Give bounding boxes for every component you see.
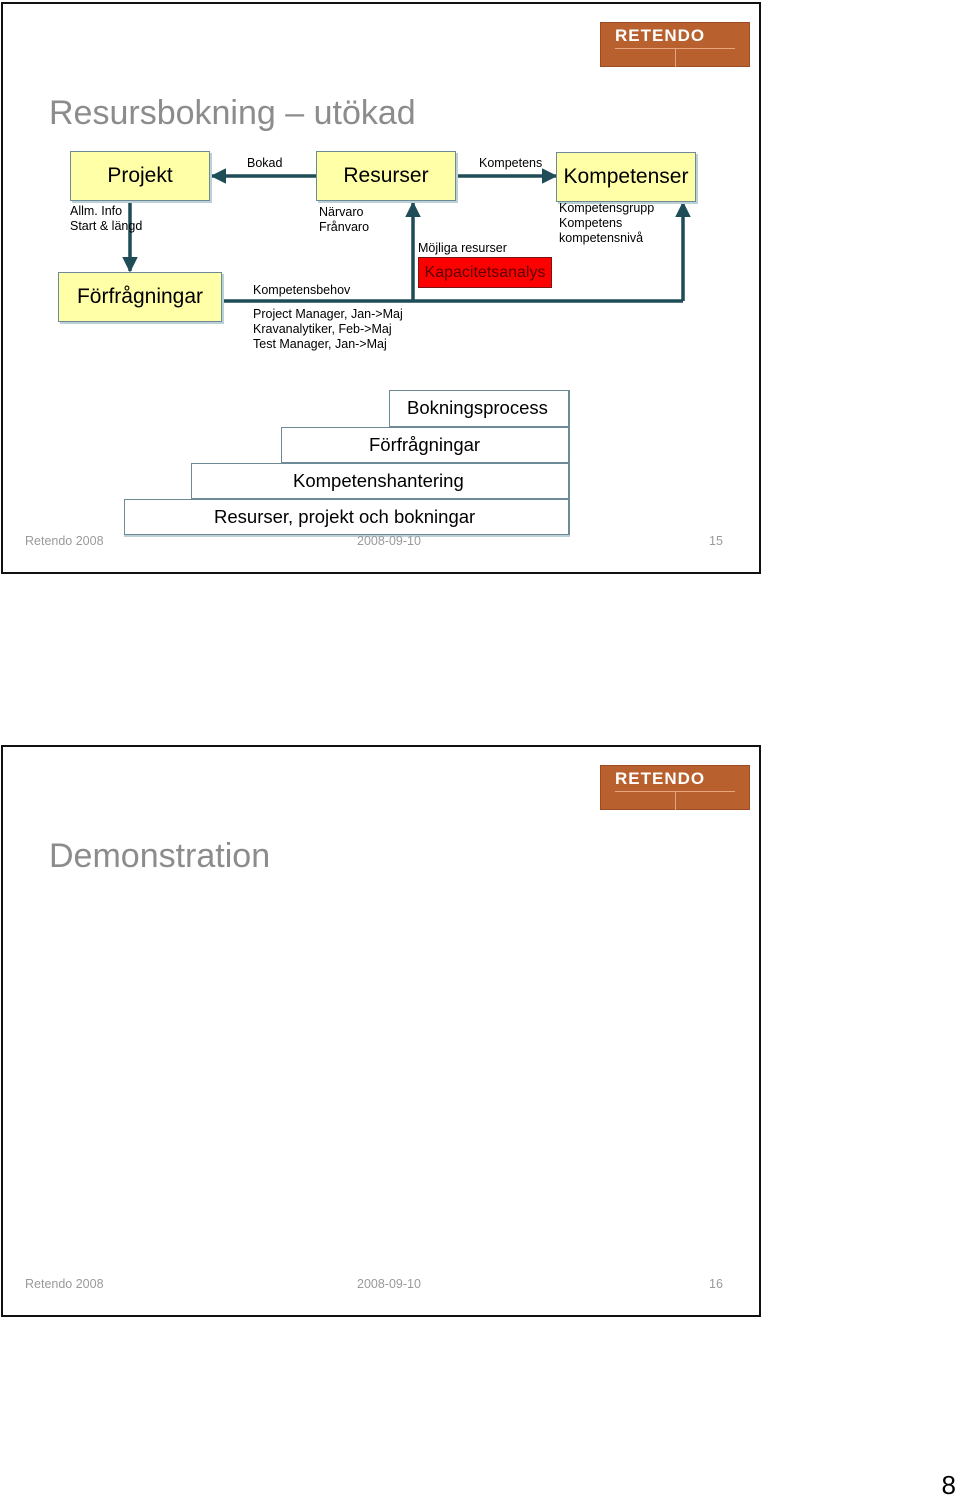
- edge-label-kompetens: Kompetens: [479, 156, 543, 170]
- stack-layer-forfragningar: [281, 427, 570, 463]
- note-forfragningar: [253, 307, 403, 352]
- footer-company: Retendo 2008: [25, 534, 104, 548]
- node-projekt: [70, 151, 210, 201]
- retendo-logo: [600, 765, 750, 810]
- note-line: Frånvaro: [319, 220, 370, 234]
- node-kapacitetsanalys-label: Kapacitetsanalys: [424, 263, 546, 281]
- stack-layer-label: Bokningsprocess: [407, 397, 548, 418]
- note-line: kompetensnivå: [559, 231, 644, 245]
- node-projekt-label: Projekt: [107, 164, 173, 187]
- note-line: Allm. Info: [70, 204, 123, 218]
- footer-date: 2008-09-10: [357, 1277, 421, 1291]
- note-resurser: [319, 205, 369, 235]
- slide-15: [1, 2, 761, 574]
- slide-title: Resursbokning – utökad: [49, 94, 416, 132]
- note-line: Start & längd: [70, 219, 143, 233]
- footer-slide-number: 16: [709, 1277, 723, 1291]
- note-line: Kravanalytiker, Feb->Maj: [253, 322, 392, 336]
- note-kompetenser: [559, 201, 654, 246]
- footer-company: Retendo 2008: [25, 1277, 104, 1291]
- stack-layer-resurser-projekt-bokningar: [124, 499, 570, 535]
- note-line: Kompetensgrupp: [559, 201, 655, 215]
- logo-text: RETENDO: [615, 26, 706, 45]
- note-line: Test Manager, Jan->Maj: [253, 337, 387, 351]
- edge-label-bokad: Bokad: [247, 156, 283, 170]
- node-forfragningar-label: Förfrågningar: [76, 285, 204, 308]
- edge-label-mojliga-resurser: Möjliga resurser: [418, 241, 507, 255]
- footer-date: 2008-09-10: [357, 534, 421, 548]
- slide-16: [1, 745, 761, 1317]
- node-kompetenser-label: Kompetenser: [563, 165, 689, 188]
- stack-layer-bokningsprocess: [389, 390, 570, 427]
- logo-text: RETENDO: [615, 769, 706, 788]
- footer-slide-number: 15: [709, 534, 723, 548]
- node-resurser-label: Resurser: [343, 164, 429, 187]
- node-forfragningar: [58, 272, 222, 322]
- stack-layer-label: Förfrågningar: [369, 434, 481, 455]
- note-line: Närvaro: [319, 205, 364, 219]
- node-kompetenser: [556, 152, 696, 202]
- stack-layer-label: Resurser, projekt och bokningar: [214, 506, 476, 527]
- node-kapacitetsanalys: [418, 257, 552, 288]
- note-line: Kompetens: [559, 216, 623, 230]
- edge-label-kompetensbehov: Kompetensbehov: [253, 283, 351, 297]
- slide-title: Demonstration: [49, 837, 271, 875]
- node-resurser: [316, 151, 456, 201]
- stack-layer-kompetenshantering: [191, 463, 570, 499]
- stack-layer-label: Kompetenshantering: [293, 470, 464, 491]
- note-projekt: [70, 204, 142, 234]
- page-number: 8: [941, 1470, 956, 1500]
- note-line: Project Manager, Jan->Maj: [253, 307, 403, 321]
